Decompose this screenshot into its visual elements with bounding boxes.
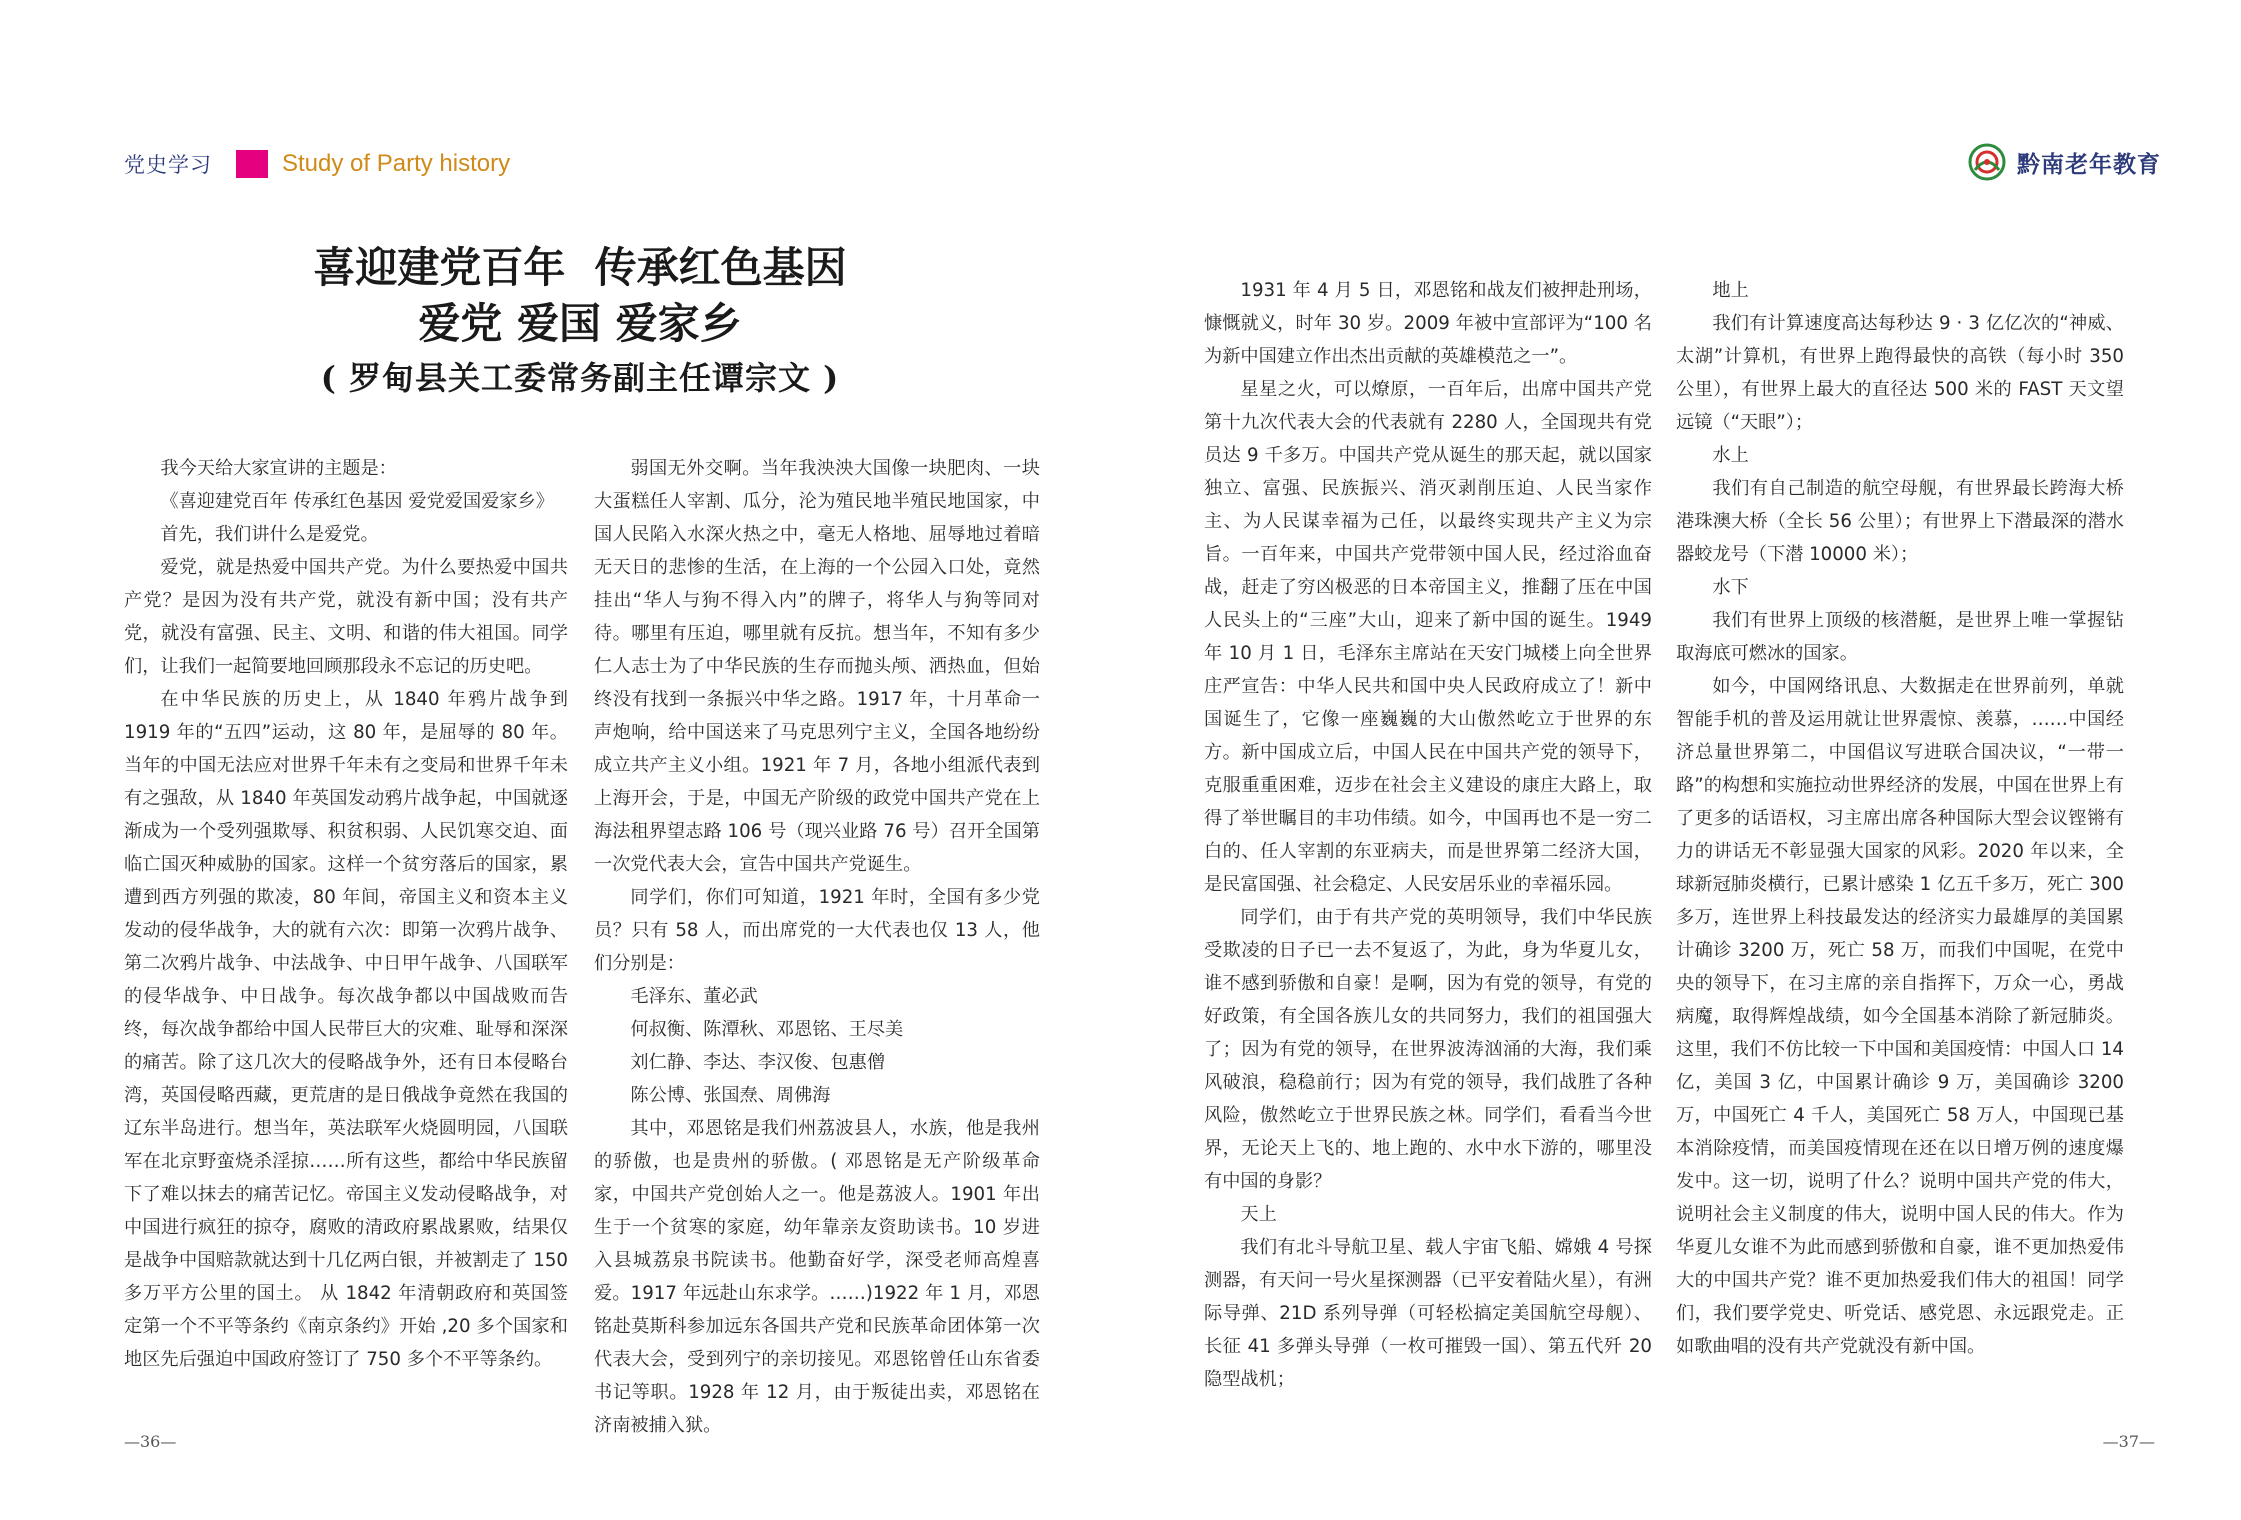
paragraph: 我们有计算速度高达每秒达 9 · 3 亿亿次的“神威、太湖”计算机，有世界上跑得最快的高铁（每小时 350 公里），有世界上最大的直径达 500 米的 FAST 天文望远镜（“天眼”）； xyxy=(1676,313,2124,433)
subheading: 水上 xyxy=(1712,445,1749,466)
paragraph: 我们有自己制造的航空母舰，有世界最长跨海大桥港珠澳大桥（全长 56 公里）；有世界上下潜最深的潜水器蛟龙号（下潜 10000 米）； xyxy=(1676,478,2124,565)
delegate-names: 毛泽东、董必武 xyxy=(630,986,758,1007)
logo-emblem-icon xyxy=(1967,142,2007,182)
paragraph: 其中，邓恩铭是我们州荔波县人，水族，他是我州的骄傲，也是贵州的骄傲。( 邓恩铭是无产阶级革命家，中国共产党创始人之一。他是荔波人。1901 年出生于一个贫寒的家庭，幼年靠亲友资助读书。10 岁进入县城荔泉书院读书。他勤奋好学，深受老师高煌喜爱。1917 年远赴山东求学。……)1922 年 1 月，邓恩铭赴莫斯科参加远东各国共产党和民族革命团体第一次代表大会，受到列宁的亲切接见。邓恩铭曾任山东省委书记等职。1928 年 12 月，由于叛徒出卖，邓恩铭在济南被捕入狱。 xyxy=(594,1118,1040,1436)
paragraph: 《喜迎建党百年 传承红色基因 爱党爱国爱家乡》 xyxy=(160,491,554,512)
subheading: 地上 xyxy=(1712,280,1749,301)
paragraph: 同学们，你们可知道，1921 年时，全国有多少党员？只有 58 人，而出席党的一大代表也仅 13 人，他们分别是： xyxy=(594,887,1040,974)
logo-text: 黔南老年教育 xyxy=(2017,151,2161,178)
section-header xyxy=(124,147,510,181)
author-line: ( 罗甸县关工委常务副主任谭宗文 ) xyxy=(320,359,840,397)
right-page xyxy=(1120,0,2241,1520)
text-column-4 xyxy=(1676,274,2124,1363)
paragraph: 弱国无外交啊。当年我泱泱大国像一块肥肉、一块大蛋糕任人宰割、瓜分，沦为殖民地半殖民地国家，中国人民陷入水深火热之中，毫无人格地、屈辱地过着暗无天日的悲惨的生活，在上海的一个公园入口处，竟然挂出“华人与狗不得入内”的牌子，将华人与狗等同对待。哪里有压迫，哪里就有反抗。想当年，不知有多少仁人志士为了中华民族的生存而抛头颅、洒热血，但始终没有找到一条振兴中华之路。1917 年，十月革命一声炮响，给中国送来了马克思列宁主义，全国各地纷纷成立共产主义小组。1921 年 7 月，各地小组派代表到上海开会，于是，中国无产阶级的政党中国共产党在上海法租界望志路 106 号（现兴业路 76 号）召开全国第一次党代表大会，宣告中国共产党诞生。 xyxy=(594,458,1040,875)
delegate-names: 陈公博、张国焘、周佛海 xyxy=(630,1085,831,1106)
paragraph: 同学们，由于有共产党的英明领导，我们中华民族受欺凌的日子已一去不复返了，为此，身为华夏儿女，谁不感到骄傲和自豪！是啊，因为有党的领导，有党的好政策，有全国各族儿女的共同努力，我们的祖国强大了；因为有党的领导，在世界波涛汹涌的大海，我们乘风破浪，稳稳前行；因为有党的领导，我们战胜了各种风险，傲然屹立于世界民族之林。同学们，看看当今世界，无论天上飞的、地上跑的、水中水下游的，哪里没有中国的身影？ xyxy=(1204,907,1652,1192)
text-column-2 xyxy=(594,452,1040,1442)
delegate-names: 刘仁静、李达、李汉俊、包惠僧 xyxy=(630,1052,886,1073)
delegate-names: 何叔衡、陈潭秋、邓恩铭、王尽美 xyxy=(630,1019,904,1040)
left-page xyxy=(0,0,1120,1520)
subheading: 水下 xyxy=(1712,577,1749,598)
paragraph: 我们有世界上顶级的核潜艇，是世界上唯一掌握钻取海底可燃冰的国家。 xyxy=(1676,610,2124,664)
paragraph: 星星之火，可以燎原，一百年后，出席中国共产党第十九次代表大会的代表就有 2280 人，全国现共有党员达 9 千多万。中国共产党从诞生的那天起，就以国家独立、富强、民族振兴、消灭剥削压迫、人民当家作主、为人民谋幸福为己任，以最终实现共产主义为宗旨。一百年来，中国共产党带领中国人民，经过浴血奋战，赶走了穷凶极恶的日本帝国主义，推翻了压在中国人民头上的“三座”大山，迎来了新中国的诞生。1949 年 10 月 1 日，毛泽东主席站在天安门城楼上向全世界庄严宣告：中华人民共和国中央人民政府成立了！新中国诞生了，它像一座巍巍的大山傲然屹立于世界的东方。新中国成立后，中国人民在中国共产党的领导下，克服重重困难，迈步在社会主义建设的康庄大路上，取得了举世瞩目的丰功伟绩。如今，中国再也不是一穷二白的、任人宰割的东亚病夫，而是世界第二经济大国，是民富国强、社会稳定、人民安居乐业的幸福乐园。 xyxy=(1204,379,1652,895)
paragraph: 1931 年 4 月 5 日，邓恩铭和战友们被押赴刑场，慷慨就义，时年 30 岁。2009 年被中宣部评为“100 名为新中国建立作出杰出贡献的英雄模范之一”。 xyxy=(1204,280,1652,367)
paragraph: 我今天给大家宣讲的主题是： xyxy=(160,458,397,479)
text-column-3 xyxy=(1204,274,1652,1396)
paragraph: 首先，我们讲什么是爱党。 xyxy=(160,524,379,545)
article-title xyxy=(230,240,930,404)
title-line-1: 喜迎建党百年 传承红色基因 xyxy=(313,243,847,292)
text-column-1 xyxy=(124,452,568,1376)
paragraph: 我们有北斗导航卫星、载人宇宙飞船、嫦娥 4 号探测器，有天问一号火星探测器（已平安着陆火星），有洲际导弹、21D 系列导弹（可轻松搞定美国航空母舰）、长征 41 多弹头导弹（一枚可摧毁一国）、第五代歼 20 隐型战机； xyxy=(1204,1237,1652,1390)
section-title-cn: 党史学习 xyxy=(124,153,212,177)
section-title-en: Study of Party history xyxy=(282,150,511,177)
magazine-logo xyxy=(1967,142,2161,182)
paragraph: 如今，中国网络讯息、大数据走在世界前列，单就智能手机的普及运用就让世界震惊、羡慕，……中国经济总量世界第二，中国倡议写进联合国决议，“一带一路”的构想和实施拉动世界经济的发展，中国在世界上有了更多的话语权，习主席出席各种国际大型会议铿锵有力的讲话无不彰显强大国家的风彩。2020 年以来，全球新冠肺炎横行，已累计感染 1 亿五千多万，死亡 300 多万，连世界上科技最发达的经济实力最雄厚的美国累计确诊 3200 万，死亡 58 万，而我们中国呢，在党中央的领导下，在习主席的亲自指挥下，万众一心，勇战病魔，取得辉煌战绩，如今全国基本消除了新冠肺炎。这里，我们不仿比较一下中国和美国疫情：中国人口 14 亿，美国 3 亿，中国累计确诊 9 万，美国确诊 3200 万，中国死亡 4 千人，美国死亡 58 万人，中国现已基本消除疫情，而美国疫情现在还在以日增万例的速度爆发中。这一切，说明了什么？说明中国共产党的伟大，说明社会主义制度的伟大，说明中国人民的伟大。作为华夏儿女谁不为此而感到骄傲和自豪，谁不更加热爱伟大的中国共产党？谁不更加热爱我们伟大的祖国！同学们，我们要学党史、听党话、感党恩、永远跟党走。正如歌曲唱的没有共产党就没有新中国。 xyxy=(1676,676,2124,1357)
page-number-right: —37— xyxy=(2102,1432,2155,1451)
paragraph: 爱党，就是热爱中国共产党。为什么要热爱中国共产党？是因为没有共产党，就没有新中国；没有共产党，就没有富强、民主、文明、和谐的伟大祖国。同学们，让我们一起简要地回顾那段永不忘记的历史吧。 xyxy=(124,557,568,677)
page-number-left: —36— xyxy=(124,1432,177,1451)
section-marker xyxy=(236,150,268,178)
paragraph: 在中华民族的历史上，从 1840 年鸦片战争到 1919 年的“五四”运动，这 80 年，是屈辱的 80 年。当年的中国无法应对世界千年未有之变局和世界千年未有之强敌，从 1840 年英国发动鸦片战争起，中国就逐渐成为一个受列强欺辱、积贫积弱、人民饥寒交迫、面临亡国灭种威胁的国家。这样一个贫穷落后的国家，累遭到西方列强的欺凌，80 年间，帝国主义和资本主义发动的侵华战争，大的就有六次：即第一次鸦片战争、第二次鸦片战争、中法战争、中日甲午战争、八国联军的侵华战争、中日战争。每次战争都以中国战败而告终，每次战争都给中国人民带巨大的灾难、耻辱和深深的痛苦。除了这几次大的侵略战争外，还有日本侵略台湾，英国侵略西藏，更荒唐的是日俄战争竟然在我国的辽东半岛进行。想当年，英法联军火烧圆明园，八国联军在北京野蛮烧杀淫掠……所有这些，都给中华民族留下了难以抹去的痛苦记忆。帝国主义发动侵略战争，对中国进行疯狂的掠夺，腐败的清政府累战累败，结果仅是战争中国赔款就达到十几亿两白银，并被割走了 150 多万平方公里的国土。 从 1842 年清朝政府和英国签定第一个不平等条约《南京条约》开始 ,20 多个国家和地区先后强迫中国政府签订了 750 多个不平等条约。 xyxy=(124,689,568,1370)
subheading: 天上 xyxy=(1240,1204,1277,1225)
title-line-2: 爱党 爱国 爱家乡 xyxy=(418,299,742,348)
